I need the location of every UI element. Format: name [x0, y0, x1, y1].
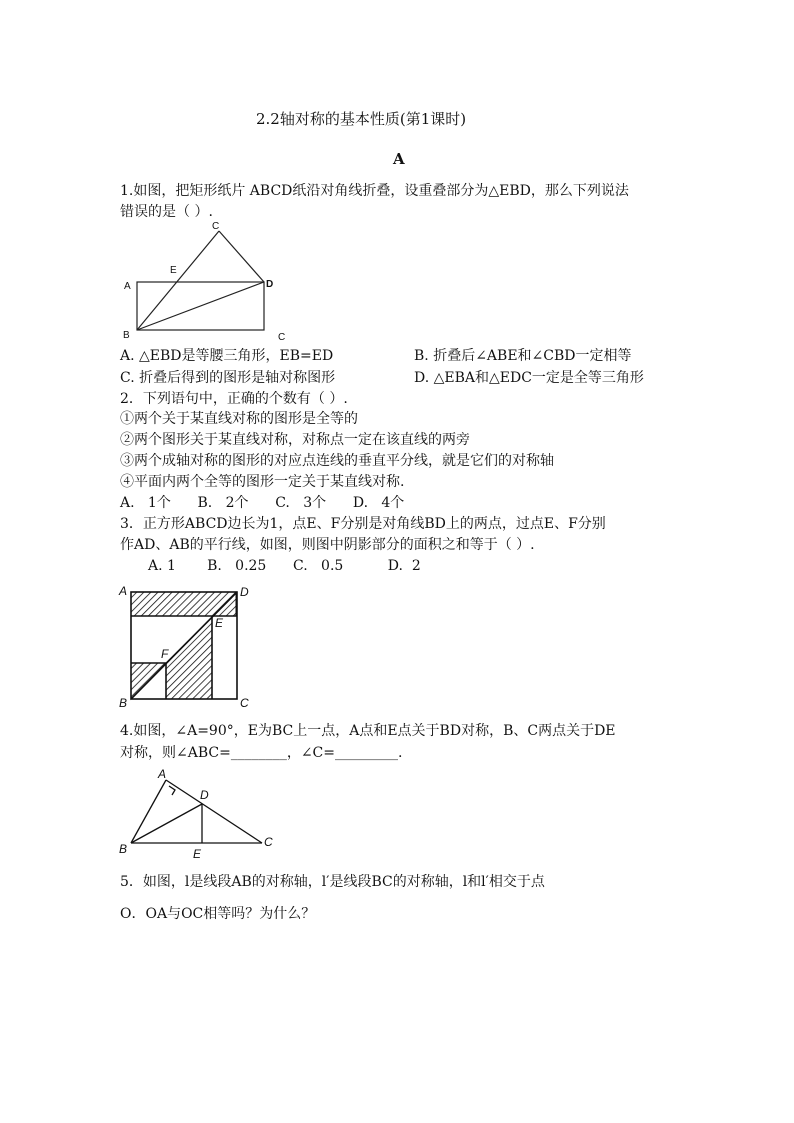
q3-label-c: C [240, 696, 249, 710]
q3-label-d: D [240, 585, 249, 599]
q3-options: A. 1 B. 0.25 C. 0.5 D. 2 [148, 558, 421, 574]
q1-option-b: B. 折叠后∠ABE和∠CBD一定相等 [414, 348, 632, 364]
q1-option-c: C. 折叠后得到的图形是轴对称图形 [120, 370, 336, 386]
q4-label-d: D [200, 788, 209, 802]
q3-label-f: F [161, 647, 169, 661]
q2-statement-1: ①两个关于某直线对称的图形是全等的 [120, 411, 358, 427]
q1-stem-line2: 错误的是（ ）. [120, 204, 213, 220]
q5-stem-line2: O．OA与OC相等吗？为什么？ [120, 906, 316, 922]
q1-label-c-bottom: C [278, 332, 286, 343]
q5-stem-line1: 5．如图，l是线段AB的对称轴，l′是线段BC的对称轴，l和l′相交于点 [120, 874, 545, 890]
q4-label-a: A [158, 767, 167, 781]
q3-label-b: B [119, 696, 128, 710]
q2-statement-2: ②两个图形关于某直线对称，对称点一定在该直线的两旁 [120, 432, 470, 448]
q3-label-e: E [215, 616, 224, 630]
q3-stem-line2: 作AD、AB的平行线，如图，则图中阴影部分的面积之和等于（ ）. [120, 537, 535, 553]
q2-options: A. 1个 B. 2个 C. 3个 D. 4个 [120, 495, 405, 511]
q1-label-b: B [123, 330, 130, 341]
q3-stem-line1: 3．正方形ABCD边长为1，点E、F分别是对角线BD上的两点，过点E、F分别 [120, 516, 606, 532]
q2-statement-3: ③两个成轴对称的图形的对应点连线的垂直平分线，就是它们的对称轴 [120, 453, 554, 469]
q2-statement-4: ④平面内两个全等的图形一定关于某直线对称. [120, 474, 405, 490]
q3-label-a: A [119, 584, 128, 598]
q1-label-c-top: C [212, 221, 220, 232]
q4-label-b: B [119, 842, 128, 856]
section-label: A [393, 150, 405, 168]
q4-label-e: E [193, 847, 202, 861]
q1-label-a: A [124, 281, 131, 292]
q2-stem: 2．下列语句中，正确的个数有（ ）. [120, 391, 348, 407]
q1-option-a: A. △EBD是等腰三角形，EB=ED [120, 348, 334, 364]
page-title: 2.2轴对称的基本性质(第1课时) [256, 110, 467, 128]
q1-stem-line1: 1.如图，把矩形纸片 ABCD纸沿对角线折叠，设重叠部分为△EBD，那么下列说法 [120, 183, 629, 199]
q4-stem-line1: 4.如图，∠A=90°，E为BC上一点，A点和E点关于BD对称，B、C两点关于DE [120, 723, 616, 739]
q1-option-d: D. △EBA和△EDC一定是全等三角形 [414, 370, 644, 386]
q4-label-c: C [264, 835, 273, 849]
q4-stem-line2: 对称，则∠ABC=________，∠C=_________. [120, 745, 403, 761]
q1-label-e: E [170, 265, 177, 276]
q1-label-d: D [266, 279, 274, 290]
q4-side-ac [166, 780, 262, 843]
q4-right-angle-mark [169, 786, 175, 795]
